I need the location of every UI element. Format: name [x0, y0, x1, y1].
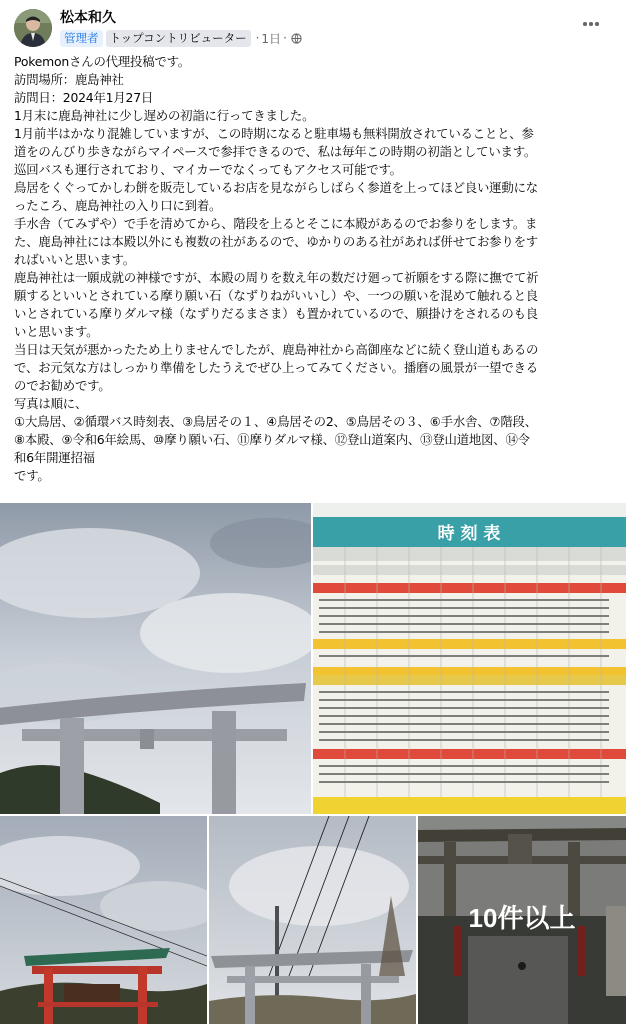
post-text-line: 1月前半はかなり混雑していますが、この時期になると駐車場も無料開放されていることと、参 [14, 126, 534, 141]
photo-bus-timetable[interactable] [313, 503, 626, 814]
more-photos-overlay[interactable] [418, 816, 626, 1024]
post-text-line: ればいいと思います。 [14, 252, 135, 267]
post-text-line: 訪問日：2024年1月27日 [14, 90, 154, 105]
globe-icon [291, 33, 302, 44]
more-photos-label: 10件以上 [468, 902, 576, 933]
photo-grid [0, 503, 626, 1024]
photo-torii-3[interactable] [418, 816, 626, 1024]
post-text-line: 当日は天気が悪かったため上りませんでしたが、鹿島神社から高御座などに続く登山道もあるの [14, 342, 539, 357]
post-text-line: のでお勧めです。 [14, 378, 111, 393]
admin-badge: 管理者 [60, 30, 103, 47]
post-text-line: 写真は順に、 [14, 396, 88, 411]
post-text-line: 鳥居をくぐってかしわ餅を販売しているお店を見ながらしばらく参道を上ってほど良い運動にな [14, 180, 538, 195]
post-text-line: ったころ、鹿島神社の入り口に到着。 [14, 198, 222, 213]
post-text-line: ⑧本殿、⑨令和6年絵馬、⑩摩り願い石、⑪摩りダルマ様、⑫登山道案内、⑬登山道地図、⑭令 [14, 432, 530, 447]
avatar[interactable] [14, 9, 52, 47]
post-text-line: 道をのんびり歩きながらマイペースで参拝できるので、私は毎年この時期の初詣としています。 [14, 144, 537, 159]
post-text-line: 和6年開運招福 [14, 450, 95, 465]
photo-great-torii[interactable] [0, 503, 311, 814]
post-text-line: た、鹿島神社には本殿以外にも複数の社があるので、ゆかりのある社があれば併せてお参りをす [14, 234, 538, 249]
post-meta [60, 29, 302, 47]
post-text-line: 訪問場所：鹿島神社 [14, 72, 124, 87]
post-text-line: Pokemonさんの代理投稿です。 [14, 54, 190, 69]
post-text-line: 1月末に鹿島神社に少し遅めの初詣に行ってきました。 [14, 108, 315, 123]
more-options-icon[interactable] [578, 14, 604, 34]
post-text-line: 鹿島神社は一願成就の神様ですが、本殿の周りを数え年の数だけ廻って祈願をする際に撫でて祈 [14, 270, 539, 285]
post-text-line: いとされている摩りダルマ様（なずりだるまさま）も置かれているので、願掛けをされるのも良 [14, 306, 538, 321]
meta-separator: · [255, 31, 260, 45]
post-time[interactable]: 1日 [261, 31, 282, 46]
post-text-line: です。 [14, 468, 50, 483]
timetable-title: 時 刻 表 [437, 524, 501, 544]
post-text-line: 願するといいとされている摩り願い石（なずりねがいいし）や、一つの願いを混めて触れると良 [14, 288, 538, 303]
top-contributor-badge: トップコントリビューター [106, 30, 251, 47]
post-text-line: 手水舎（てみずや）で手を清めてから、階段を上るとそこに本殿があるのでお参りをします。ま [14, 216, 538, 231]
post-text-line: ①大鳥居、②循環バス時刻表、③鳥居その１、④鳥居その2、⑤鳥居その３、⑥手水舎、⑦階段、 [14, 414, 537, 429]
post-text-line: で、お元気な方はしっかり準備をしたうえでぜひ上ってみてください。播磨の風景が一望できる [14, 360, 538, 375]
meta-separator-2: · [283, 31, 287, 45]
post-header [0, 0, 626, 52]
post-text-line: 巡回バスも運行されており、マイカーでなくってもアクセス可能です。 [14, 162, 402, 177]
photo-torii-2[interactable] [209, 816, 416, 1024]
author-name[interactable]: 松本和久 [60, 10, 116, 26]
post-text [14, 53, 610, 485]
photo-torii-1[interactable] [0, 816, 207, 1024]
post-text-line: いと思います。 [14, 324, 99, 339]
